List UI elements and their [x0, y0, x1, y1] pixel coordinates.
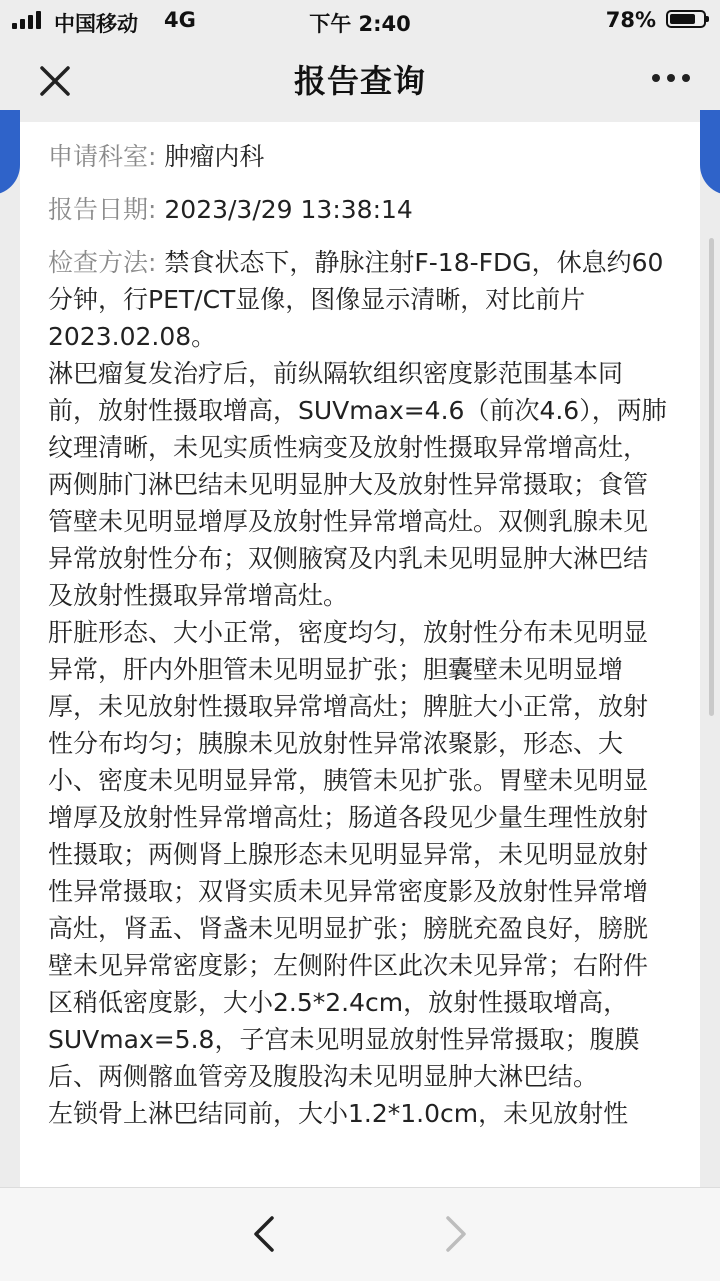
header-accent-right: [700, 110, 720, 195]
status-bar: [0, 0, 720, 40]
status-time: 下午 2:40: [309, 12, 411, 36]
department-label: 申请科室:: [48, 142, 157, 171]
method-value: 禁食状态下，静脉注射F-18-FDG，休息约60分钟，行PET/CT显像，图像显示清晰，对比前片2023.02.08。: [48, 248, 664, 351]
finding-paragraph: 左锁骨上淋巴结同前，大小1.2*1.0cm，未见放射性: [48, 1099, 629, 1128]
page-title: 报告查询: [293, 62, 426, 100]
department-value: 肿瘤内科: [164, 142, 265, 171]
report-card[interactable]: [20, 122, 700, 1187]
date-value: 2023/3/29 13:38:14: [164, 195, 413, 224]
method-row: [48, 244, 672, 355]
chevron-left-icon[interactable]: [248, 1214, 278, 1254]
carrier-label: 中国移动: [54, 12, 138, 36]
finding-paragraph: 淋巴瘤复发治疗后，前纵隔软组织密度影范围基本同前，放射性摄取增高，SUVmax=4.6（前次4.6），两肺纹理清晰，未见实质性病变及放射性摄取异常增高灶，两侧肺门淋巴结未见明显肿大及放射性异常摄取；食管管壁未见明显增厚及放射性异常增高灶。双侧乳腺未见异常放射性分布；双侧腋窝及内乳未见明显肿大淋巴结及放射性摄取异常增高灶。: [48, 359, 667, 610]
method-label: 检查方法:: [48, 248, 157, 277]
battery-level: [670, 14, 695, 24]
battery-icon: [666, 10, 706, 28]
department-row: [48, 138, 672, 175]
battery-percent: 78%: [605, 8, 656, 32]
scrollbar[interactable]: [709, 238, 714, 716]
date-row: [48, 191, 672, 228]
date-label: 报告日期:: [48, 195, 157, 224]
header-accent-left: [0, 110, 20, 195]
finding-paragraph: 肝脏形态、大小正常，密度均匀，放射性分布未见明显异常，肝内外胆管未见明显扩张；胆囊壁未见明显增厚，未见放射性摄取异常增高灶；脾脏大小正常，放射性分布均匀；胰腺未见放射性异常浓聚影，形态、大小、密度未见明显异常，胰管未见扩张。胃壁未见明显增厚及放射性异常增高灶；肠道各段见少量生理性放射性摄取；两侧肾上腺形态未见明显异常，未见明显放射性异常摄取；双肾实质未见异常密度影及放射性异常增高灶，肾盂、肾盏未见明显扩张；膀胱充盈良好，膀胱壁未见异常密度影；左侧附件区此次未见异常；右附件区稍低密度影，大小2.5*2.4cm，放射性摄取增高，SUVmax=5.8，子宫未见明显放射性异常摄取；腹膜后、两侧髂血管旁及腹股沟未见明显肿大淋巴结。: [48, 618, 649, 1091]
more-icon[interactable]: [652, 74, 690, 82]
bottom-toolbar: [0, 1187, 720, 1281]
network-type: 4G: [164, 8, 196, 32]
chevron-right-icon[interactable]: [442, 1214, 472, 1254]
nav-bar: [0, 40, 720, 122]
